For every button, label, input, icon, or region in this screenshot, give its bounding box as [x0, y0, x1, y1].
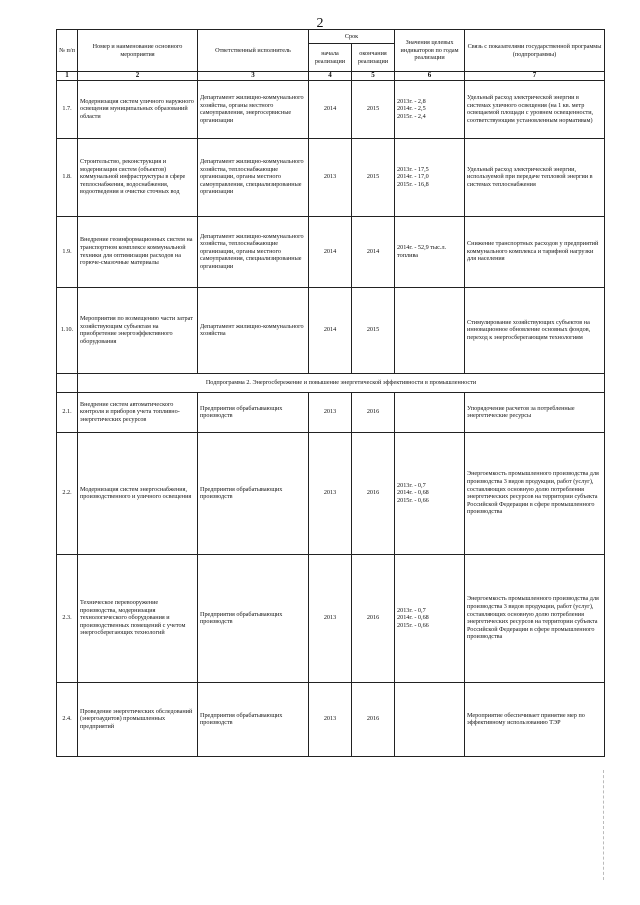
row-link: Удельный расход электрической энергии в системах уличного освещения (на 1 кв. метр освещаемой площади с уровнем освещенности, соответствующим установленным нормативам)	[465, 80, 605, 138]
table-row	[57, 216, 605, 287]
col-number: 5	[352, 72, 395, 81]
row-executor: Департамент жилищно-коммунального хозяйства, теплоснабжающие организации, органы местного самоуправления, специализированные организации	[198, 138, 309, 216]
row-executor: Департамент жилищно-коммунального хозяйства	[198, 287, 309, 373]
table-row	[57, 138, 605, 216]
header-end: окончания реализации	[352, 44, 395, 72]
table-row	[57, 432, 605, 554]
col-number: 7	[465, 72, 605, 81]
header-num: № п/п	[57, 30, 78, 72]
row-start: 2013	[309, 682, 352, 756]
page-number: 2	[316, 16, 324, 31]
row-name: Модернизация систем уличного наружного освещения муниципальных образований области	[78, 80, 198, 138]
indicator-value: 2013г. - 2,8	[397, 97, 426, 105]
col-number: 6	[395, 72, 465, 81]
table-row	[57, 682, 605, 756]
col-number: 3	[198, 72, 309, 81]
row-number: 2.4.	[57, 682, 78, 756]
row-executor: Предприятия обрабатывающих производств	[198, 392, 309, 432]
indicator-value: 2015г. - 16,8	[397, 180, 429, 188]
row-name: Внедрение систем автоматического контроля и приборов учета топливно-энергетических ресурсов	[78, 392, 198, 432]
section-row	[57, 373, 605, 392]
row-indicators	[395, 682, 465, 756]
row-number: 2.3.	[57, 554, 78, 682]
indicator-value: 2015г. - 0,66	[397, 496, 429, 504]
indicator-value: 2014г. - 0,68	[397, 489, 429, 497]
row-indicators	[395, 80, 465, 138]
row-name: Техническое перевооружение производства, модернизация технологического оборудования и производственных помещений с учетом энергосберегающих технологий	[78, 554, 198, 682]
table-row	[57, 392, 605, 432]
row-end: 2015	[352, 138, 395, 216]
row-indicators	[395, 432, 465, 554]
row-executor: Предприятия обрабатывающих производств	[198, 432, 309, 554]
indicator-value: топлива	[397, 251, 419, 259]
row-start: 2013	[309, 554, 352, 682]
row-indicators	[395, 216, 465, 287]
section-title: Подпрограмма 2. Энергосбережение и повышение энергетической эффективности в промышленности	[78, 373, 605, 392]
table-row	[57, 554, 605, 682]
scan-artifact	[603, 770, 604, 880]
row-name: Строительство, реконструкция и модернизация систем (объектов) коммунальной инфраструктуры в сфере теплоснабжения, водоснабжения, водоотведения и очистке сточных вод	[78, 138, 198, 216]
row-name: Мероприятия по возмещению части затрат хозяйствующим субъектам на приобретение энергоэффективного оборудования	[78, 287, 198, 373]
row-name: Проведение энергетических обследований (энергоаудитов) промышленных предприятий	[78, 682, 198, 756]
row-executor: Предприятия обрабатывающих производств	[198, 554, 309, 682]
indicator-value: 2014г. - 0,68	[397, 614, 429, 622]
row-link: Энергоемкость промышленного производства для производства 3 видов продукции, работ (услуг), составляющих основную долю потребления энергетических ресурсов на территории субъекта Российской Федерации в сфере промышленного производства	[465, 554, 605, 682]
row-link: Энергоемкость промышленного производства для производства 3 видов продукции, работ (услуг), составляющих основную долю потребления энергетических ресурсов на территории субъекта Российской Федерации в сфере промышленного производства	[465, 432, 605, 554]
indicator-value: 2014г. - 52,9 тыс.л.	[397, 244, 447, 251]
row-link: Снижение транспортных расходов у предприятий коммунального комплекса и тарифной нагрузки для населения	[465, 216, 605, 287]
row-number: 2.2.	[57, 432, 78, 554]
row-start: 2014	[309, 287, 352, 373]
row-link: Мероприятие обеспечивает принятие мер по эффективному использованию ТЭР	[465, 682, 605, 756]
row-number: 2.1.	[57, 392, 78, 432]
col-number: 1	[57, 72, 78, 81]
row-start: 2014	[309, 80, 352, 138]
indicator-value: 2013г. - 0,7	[397, 481, 426, 489]
indicator-value: 2015г. - 0,66	[397, 621, 429, 629]
row-name: Внедрение геоинформационных систем на транспортном комплексе коммунальной техники для оптимизации расходов на горюче-смазочные материалы	[78, 216, 198, 287]
row-start: 2014	[309, 216, 352, 287]
row-executor: Предприятия обрабатывающих производств	[198, 682, 309, 756]
row-number: 1.10.	[57, 287, 78, 373]
row-number: 1.7.	[57, 80, 78, 138]
row-start: 2013	[309, 138, 352, 216]
row-end: 2016	[352, 554, 395, 682]
header-executor: Ответственный исполнитель	[198, 30, 309, 72]
row-indicators	[395, 554, 465, 682]
row-number: 1.9.	[57, 216, 78, 287]
row-number: 1.8.	[57, 138, 78, 216]
table-row	[57, 287, 605, 373]
indicator-value: 2013г. - 0,7	[397, 606, 426, 614]
header-name: Номер и наименование основного мероприятия	[78, 30, 198, 72]
row-executor: Департамент жилищно-коммунального хозяйства, теплоснабжающие организации, органы местного самоуправления, специализированные организации	[198, 216, 309, 287]
row-end: 2016	[352, 432, 395, 554]
header-indicators: Значения целевых индикаторов по годам реализации	[395, 30, 465, 72]
program-table	[56, 29, 605, 757]
row-end: 2015	[352, 80, 395, 138]
indicator-value: 2014г. - 2,5	[397, 105, 426, 113]
row-start: 2013	[309, 392, 352, 432]
row-end: 2014	[352, 216, 395, 287]
row-link: Удельный расход электрической энергии, используемой при передаче тепловой энергии в системах теплоснабжения	[465, 138, 605, 216]
row-indicators	[395, 138, 465, 216]
header-term: Срок	[309, 30, 395, 44]
indicator-value: 2014г. - 17,0	[397, 173, 429, 181]
indicator-value: 2015г. - 2,4	[397, 112, 426, 120]
row-end: 2016	[352, 392, 395, 432]
row-start: 2013	[309, 432, 352, 554]
col-number: 4	[309, 72, 352, 81]
header-link: Связь с показателями государственной программы (подпрограммы)	[465, 30, 605, 72]
row-link: Упорядочение расчетов за потребленные энергетические ресурсы	[465, 392, 605, 432]
row-indicators	[395, 287, 465, 373]
header-start: начала реализации	[309, 44, 352, 72]
row-name: Модернизация систем энергоснабжения, производственного и уличного освещения	[78, 432, 198, 554]
row-end: 2016	[352, 682, 395, 756]
col-number: 2	[78, 72, 198, 81]
row-link: Стимулирование хозяйствующих субъектов на инновационное обновление основных фондов, переход к энергосберегающим технологиям	[465, 287, 605, 373]
row-executor: Департамент жилищно-коммунального хозяйства, органы местного самоуправления, энергосервисные организации	[198, 80, 309, 138]
indicator-value: 2013г. - 17,5	[397, 165, 429, 173]
table-row	[57, 80, 605, 138]
row-end: 2015	[352, 287, 395, 373]
row-indicators	[395, 392, 465, 432]
